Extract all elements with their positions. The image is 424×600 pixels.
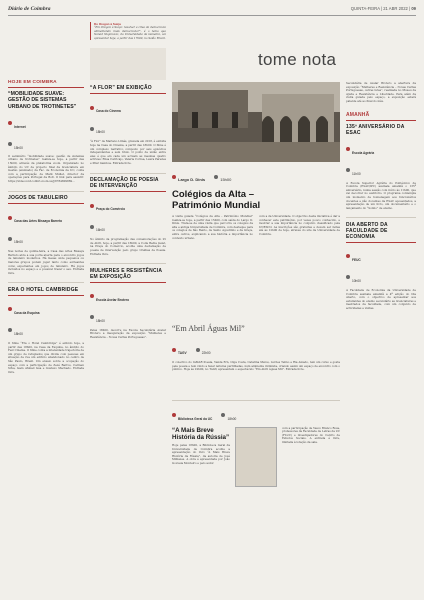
masthead-date: 21 ABR 2022 — [383, 6, 408, 11]
event-heading: 135º ANIVERSÁRIO DA ESAC — [346, 123, 405, 136]
event-heading: DECLAMAÇÃO DE POESIA DE INTERVENÇÃO — [90, 177, 159, 190]
photo-placeholder — [90, 48, 166, 80]
event-text: Pelas 18h00, decorre na Escola Secundária Avelar Brotero a inauguração da exposição “Mulheres e Resistência – Novas Cartas Portuguesas”. — [90, 327, 166, 339]
event-russia-book: Biblioteca Geral da UC 18h00 “A Mais Breve História da Rússia” Hoje pelas 18h00, a Biblioteca Geral da Universidade de Coimbra acolhe a apresentação do livro “A Mais Breve História da Rússia”, da autoria de José Milhazes. A obra é apresentada por João Gouveia Monteiro e pelo autor. com a participação de Vasco Branco Rosa, professores da Faculdade de Letras da UC (FLUC) e investigadores do Centro de Estudos Sociais. A entrada é livre, limitada à lotação da sala. — [172, 400, 340, 487]
clock-icon — [221, 413, 225, 417]
column-2: Do Oregon à Suíça “Em Oregon à Suíça: resolver a crise da democracia alimentando mais democracia?”, é o tema que Nenad Stojanovic, da Universidade de Genebra, vai apresentar hoje, a partir das 17h00, no Salão Brazil. “A FLOR” EM EXIBIÇÃO Casa do Cinema 18h00 “A Flor” de Mariano Llinás, gravada em 2018, é exibida hoje na Casa do Cinema, a partir das 18h00. O filme é um complexo narrativo composto por seis episódios independentes e sem título. O ponto de união entre eles é que em cada um actuam as mesmas quatro actrizes: Elisa Carricajo, Valeria Correa, Laura Paredes e Pilar Gamboa. Entrada livre. DECLAMAÇÃO DE POESIA DE INTERVENÇÃO Praça do Comércio 16h00 No âmbito da programação das comemorações do 25 de Abril, hoje, a partir das 16h00, a Coda Bedia Gelet, na Praça do Comércio, acolhe uma declamação de poesia de intervenção pelo grupo Orelhas de Poesia. Entrada livre. MULHERES E RESISTÊNCIA EM EXPOSIÇÃO Escola Avelar Brotero 18h00 Pelas 18h00, decorre na Escola Secundária Avelar Brotero a inauguração da exposição “Mulheres e Resistência – Novas Cartas Portuguesas”. — [90, 22, 166, 339]
clock-icon — [8, 328, 12, 332]
clock-icon — [90, 315, 94, 319]
location-pin-icon — [90, 204, 94, 208]
feature-body-2: com a da Universidade. O objectivo desta iniciativa é dar a conhecer este património, por vezes pouco conhecido, e mostrar a sua importância no conjunto classificado pela UNESCO. As inscrições são gratuitas e devem ser feitas até às 12h00 de hoje, através do site da Universidade de Coimbra. — [259, 214, 340, 236]
clock-icon — [90, 127, 94, 131]
event-title: “Em Abril Águas Mil” — [172, 324, 245, 333]
event-text: A Faculdade de Economia da Universidade de Coimbra assinala amanhã a 4ª edição do Dia Aberto, com o objectivo de apresentar aos estudantes do ensino secundário as licenciaturas e mestrados da faculdade, com um conjunto de actividades e visitas. — [346, 287, 416, 310]
event-heading: “MOBILIDADE SUAVE: GESTÃO DE SISTEMAS URBANO DE TROTINETES” — [8, 91, 77, 110]
event-text: Secundária de Avelar Brotero a abertura da exposição “Mulheres e Resistência – Novas Cartas Portuguesas, outras lutas”, realizada no Museu da Ajuda e Resistência e Liberdade. Para além da visita guiada pelo espaço, a exposição estará patente até ao final do mês. — [346, 81, 416, 103]
feature-title: Colégios da Alta – Património Mundial — [172, 189, 261, 211]
location-pin-icon — [346, 254, 350, 258]
feature-event: Largo D. Dinis 15h00 Colégios da Alta – Património Mundial A visita guiada “Colégios da Alta – Património Mundial” realiza-se hoje, a partir das 15h00, com saída do Largo D. Dinis. Trata-se de uma visita que percorre os colégios da alta e antiga Universidade de Coimbra, com destaque para os colégios de São Bento, de Santo Agostinho e da Graça, entre outros, explicando a sua história e importância no contexto urbano. com a da Universidade. O objectivo desta iniciativa é dar a conhecer este património, por vezes pouco conhecido, e mostrar a sua importância no conjunto classificado pela UNESCO. As inscrições são gratuitas e devem ser feitas até às 12h00 de hoje, através do site da Universidade de Coimbra. — [172, 166, 340, 240]
clock-icon — [196, 348, 200, 352]
clock-icon — [214, 175, 218, 179]
location-pin-icon — [346, 147, 350, 151]
event-text: O seminário “mobilidade suave: gestão de sistemas urbano de trotinetes” realiza-se hoje, a partir das 15h00, através da plataforma zoom. Organizado no âmbito do UC de projecto final da licenciatura em Gestão (ensinado) da Fac. de Economia da UC, conta com a participação de Mark Mullet, director da operações para Portugal da Bolt. O link para assistir: https://videoconf-colibri.zoom.us/j/8784809869... — [8, 153, 84, 184]
event-aguas-mil: “Em Abril Águas Mil” TAGV 22h00 O colectivo do IAMAR Poesia, Vanda Ern, Olga Costa, Catarina Matos, Lurdes Telino e Ria Amado, tem um curso e gosta pela poesia e tem vindo a fazer leituras partilhadas, num ambiente intimista, criando assim um espaço de encontro com o público. Hoje às 22h00, no TAGV, apresentam o espectáculo “Em Abril Águas Mil”. Entrada livre. — [172, 324, 340, 372]
event-heading: JOGOS DE TABULEIRO — [8, 195, 68, 202]
event-text: “A Flor” de Mariano Llinás, gravada em 2018, é exibida hoje na Casa do Cinema, a partir das 18h00. O filme é um complexo narrativo composto por seis episódios independentes e sem título. O ponto de união entre eles é que em cada um actuam as mesmas quatro actrizes: Elisa Carricajo, Valeria Correa, Laura Paredes e Pilar Gamboa. Entrada livre. — [90, 139, 166, 165]
section-hoje: HOJE EM COIMBRA — [8, 80, 57, 85]
book-cover — [235, 427, 277, 487]
event-text: O colectivo do IAMAR Poesia, Vanda Ern, Olga Costa, Catarina Matos, Lurdes Telino e Ria Amado, tem um curso e gosta pela poesia e tem vindo a fazer leituras partilhadas, num ambiente intimista, criando assim um espaço de encontro com o público. Hoje às 22h00, no TAGV, apresentam o espectáculo “Em Abril Águas Mil”. Entrada livre. — [172, 360, 340, 372]
location-pin-icon — [172, 348, 176, 352]
event-heading: MULHERES E RESISTÊNCIA EM EXPOSIÇÃO — [90, 267, 163, 280]
event-text: No âmbito da programação das comemorações do 25 de Abril, hoje, a partir das 16h00, a Coda Bedia Gelet, na Praça do Comércio, acolhe uma declamação de poesia de intervenção pelo grupo Orelhas de Poesia. Entrada livre. — [90, 237, 166, 256]
clock-icon — [90, 225, 94, 229]
column-1: HOJE EM COIMBRA “MOBILIDADE SUAVE: GESTÃO DE SISTEMAS URBANO DE TROTINETES” Internet 15h00 O seminário “mobilidade suave: gestão de sistemas urbano de trotinetes” realiza-se hoje, a partir das 15h00, através da plataforma zoom. Organizado no âmbito do UC de projecto final da licenciatura em Gestão (ensinado) da Fac. de Economia da UC, conta com a participação de Mark Mullet, director da operações para Portugal da Bolt. O link para assistir: https://videoconf-colibri.zoom.us/j/8784809869... JOGOS DE TABULEIRO Casa das Artes Bissaya Barreto 15h00 Nas noites de quinta-feira, a Casa das Artes Bissaya Barreto abre a sua porta aberta para o encontro jogos de tabuleiro modernos. Há mesas onde pequenos ou maiores grupos podem jogar tanto como estreantes como experientes em jogos de tabuleiro. Há jogos incluídos no espaço e é possível trazer o seu. Entrada livre. ERA O HOTEL CAMBRIDGE Casa da Esquina 18h00 O filme “Era o Hotel Cambridge” é exibido hoje, a partir das 18h00, na Casa da Esquina, no âmbito do Fest Cinema. O filme conta a intensidade trajectória de um grupo de refugiados que divide com pessoas em situação de rua um edifício abandonado no centro de São Paulo, Brasil. Um ensaio sobre a ocupação do espaço com a participação de Zezé Barros, Carmen Silva, Isam Ahmad Issa e Gustavo Machado. Entrada livre. — [8, 80, 84, 374]
masthead-divider — [8, 15, 416, 16]
event-text: A Escola Superior Agrária do Politécnico de Coimbra (ESAC/IPC) assinala amanhã o 135º aniversário, numa sessão com início às 11h00, que vai decorrer no auditório. O programa contempla um momento de homenagem aos funcionários docentes e não docentes da ESAC aposentados, a apresentação de um livro, um documentário e o lançamento do “Sonho” de ensino. — [346, 180, 416, 210]
location-pin-icon — [90, 106, 94, 110]
location-pin-icon — [172, 413, 176, 417]
masthead-brand: Diário de Coimbra — [8, 6, 51, 12]
location-pin-icon — [90, 294, 94, 298]
event-text: O filme “Era o Hotel Cambridge” é exibido hoje, a partir das 18h00, na Casa da Esquina, no âmbito do Fest Cinema. O filme conta a intensidade trajectória de um grupo de refugiados que divide com pessoas em situação de rua um edifício abandonado no centro de São Paulo, Brasil. Um ensaio sobre a ocupação do espaço com a participação de Zezé Barros, Carmen Silva, Isam Ahmad Issa e Gustavo Machado. Entrada livre. — [8, 340, 84, 374]
masthead-right: QUINTA-FEIRA | 21 ABR 2022 | 09 — [350, 6, 416, 11]
section-amanha: AMANHÃ — [346, 111, 370, 118]
event-heading: “A FLOR” EM EXIBIÇÃO — [90, 85, 152, 92]
quote-box: Do Oregon à Suíça “Em Oregon à Suíça: resolver a crise da democracia alimentando mais democracia?”, é o tema que Nenad Stojanovic, da Universidade de Genebra, vai apresentar hoje, a partir das 17h00, no Salão Brazil. — [90, 22, 166, 40]
feature-body-1: A visita guiada “Colégios da Alta – Património Mundial” realiza-se hoje, a partir das 15h00, com saída do Largo D. Dinis. Trata-se de uma visita que percorre os colégios da alta e antiga Universidade de Coimbra, com destaque para os colégios de São Bento, de Santo Agostinho e da Graça, entre outros, explicando a sua história e importância no contexto urbano. — [172, 214, 253, 240]
location-pin-icon — [172, 175, 176, 179]
location-pin-icon — [8, 307, 12, 311]
event-heading: DIA ABERTO DA FACULDADE DE ECONOMIA — [346, 221, 388, 240]
event-heading: ERA O HOTEL CAMBRIDGE — [8, 286, 79, 293]
clock-icon — [346, 275, 350, 279]
section-title: tome nota — [258, 50, 337, 69]
clock-icon — [8, 142, 12, 146]
location-pin-icon — [8, 121, 12, 125]
masthead-page: 09 — [411, 6, 416, 11]
clock-icon — [346, 168, 350, 172]
masthead-day: QUINTA-FEIRA — [350, 6, 380, 11]
clock-icon — [8, 237, 12, 241]
column-5: Secundária de Avelar Brotero a abertura da exposição “Mulheres e Resistência – Novas Cartas Portuguesas, outras lutas”, realizada no Museu da Ajuda e Resistência e Liberdade. Para além da visita guiada pelo espaço, a exposição estará patente até ao final do mês. AMANHÃ 135º ANIVERSÁRIO DA ESAC Escola Agrária 11h00 A Escola Superior Agrária do Politécnico de Coimbra (ESAC/IPC) assinala amanhã o 135º aniversário, numa sessão com início às 11h00, que vai decorrer no auditório. O programa contempla um momento de homenagem aos funcionários docentes e não docentes da ESAC aposentados, a apresentação de um livro, um documentário e o lançamento do “Sonho” de ensino. DIA ABERTO DA FACULDADE DE ECONOMIA FEUC 10h00 A Faculdade de Economia da Universidade de Coimbra assinala amanhã a 4ª edição do Dia Aberto, com o objectivo de apresentar aos estudantes do ensino secundário as licenciaturas e mestrados da faculdade, com um conjunto de actividades e visitas. — [346, 81, 416, 310]
location-pin-icon — [8, 216, 12, 220]
building-arches-image — [172, 82, 340, 162]
event-text: Nas noites de quinta-feira, a Casa das Artes Bissaya Barreto abre a sua porta aberta para o encontro jogos de tabuleiro modernos. Há mesas onde pequenos ou maiores grupos podem jogar tanto como estreantes como experientes em jogos de tabuleiro. Há jogos incluídos no espaço e é possível trazer o seu. Entrada livre. — [8, 249, 84, 275]
event-title: “A Mais Breve História da Rússia” — [172, 426, 230, 441]
feature-photo — [172, 82, 340, 162]
